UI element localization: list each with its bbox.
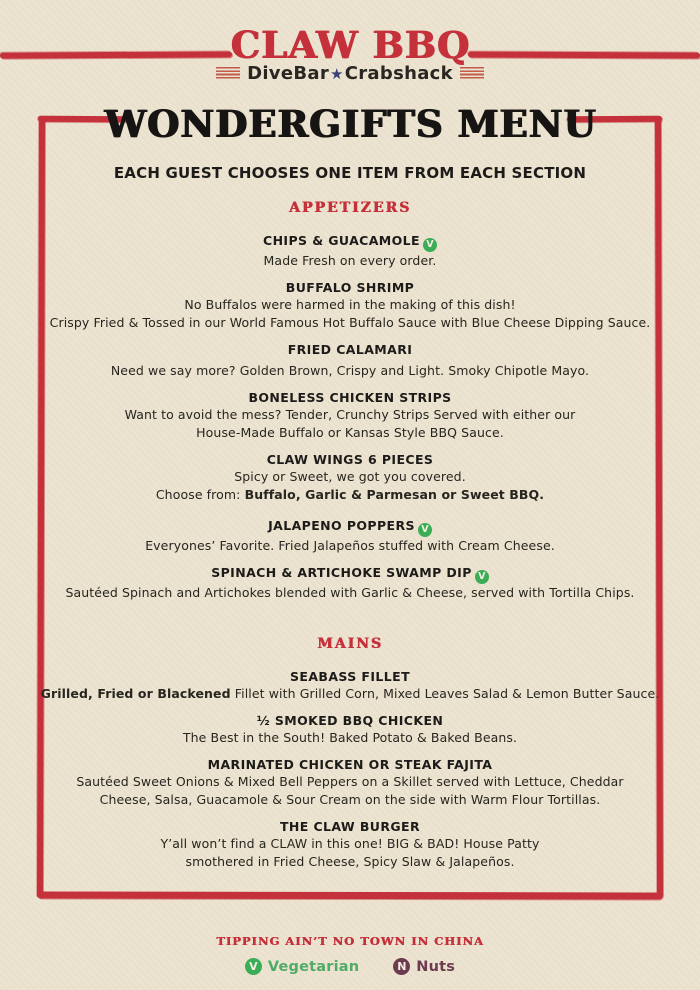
menu-item-desc [40, 486, 660, 504]
menu-item-buffalo-shrimp [40, 279, 660, 332]
menu-item-name: SEABASS FILLET [290, 669, 410, 684]
menu-item-fried-calamari [40, 341, 660, 380]
menu-item-desc: smothered in Fried Cheese, Spicy Slaw & Jalapeños. [185, 854, 515, 869]
menu-item-name: ½ SMOKED BBQ CHICKEN [256, 713, 444, 728]
menu-item-name: CLAW WINGS 6 PIECES [266, 452, 434, 467]
tagline-right: Crabshack [344, 63, 453, 84]
menu-item-desc: Want to avoid the mess? Tender, Crunchy Strips Served with either our [124, 407, 576, 422]
legend-vegetarian [245, 958, 359, 975]
menu-item-desc: Made Fresh on every order. [263, 253, 437, 268]
brand-logo: CLAW BBQ [230, 23, 470, 67]
menu-item-seabass-fillet [40, 668, 660, 703]
menu-body [40, 200, 660, 880]
menu-item-desc: No Buffalos were harmed in the making of this dish! [184, 297, 516, 312]
menu-item-chips-guacamole [40, 232, 660, 270]
menu-item-desc: Crispy Fried & Tossed in our World Famous Hot Buffalo Sauce with Blue Cheese Dipping Sauce. [49, 315, 651, 330]
nuts-icon: N [393, 958, 410, 975]
menu-item-name: BUFFALO SHRIMP [285, 280, 415, 295]
dietary-legend [0, 958, 700, 975]
menu-item-desc: Sautéed Spinach and Artichokes blended with Garlic & Cheese, served with Tortilla Chips. [65, 585, 635, 600]
menu-item-desc: Everyones’ Favorite. Fried Jalapeños stuffed with Cream Cheese. [145, 538, 555, 553]
vegetarian-icon: V [418, 523, 432, 537]
menu-item-desc: Y’all won’t find a CLAW in this one! BIG & BAD! House Patty [160, 836, 540, 851]
choose-from-label: Choose from: [155, 487, 245, 502]
menu-item-claw-burger [40, 818, 660, 871]
menu-item-desc: Cheese, Salsa, Guacamole & Sour Cream on the side with Warm Flour Tortillas. [99, 792, 601, 807]
menu-item-spinach-artichoke-dip [40, 564, 660, 602]
tagline-left: DiveBar [247, 63, 329, 84]
vegetarian-icon: V [475, 570, 489, 584]
section-mains [40, 668, 660, 871]
frame-bottom-edge [38, 891, 662, 899]
brand-tagline [0, 63, 700, 84]
menu-item-name: THE CLAW BURGER [280, 819, 420, 834]
menu-item-desc: Sautéed Sweet Onions & Mixed Bell Peppers on a Skillet served with Lettuce, Cheddar [76, 774, 624, 789]
menu-item-smoked-bbq-chicken [40, 712, 660, 747]
tagline-text [247, 63, 453, 84]
menu-item-name [40, 232, 660, 252]
menu-item-desc: House-Made Buffalo or Kansas Style BBQ Sauce. [196, 425, 504, 440]
choose-from-options: Buffalo, Garlic & Parmesan or Sweet BBQ. [244, 487, 545, 502]
legend-nuts [393, 958, 455, 975]
section-appetizers [40, 232, 660, 602]
legend-label-vegetarian: Vegetarian [267, 958, 360, 975]
menu-item-boneless-chicken-strips [40, 389, 660, 442]
preparation-options: Grilled, Fried or Blackened [40, 686, 231, 701]
menu-item-name: BONELESS CHICKEN STRIPS [248, 390, 452, 405]
menu-item-fajita [40, 756, 660, 809]
menu-item-name: MARINATED CHICKEN OR STEAK FAJITA [207, 757, 493, 772]
flag-stripes-icon [216, 67, 240, 80]
page-title: WONDERGIFTS MENU [103, 102, 597, 146]
menu-item-jalapeno-poppers [40, 517, 660, 555]
section-heading-mains: MAINS [317, 636, 383, 652]
menu-item-desc: Need we say more? Golden Brown, Crispy and Light. Smoky Chipotle Mayo. [110, 363, 590, 378]
section-heading-appetizers: APPETIZERS [288, 200, 412, 216]
star-icon: ★ [330, 64, 344, 83]
item-title: JALAPENO POPPERS [268, 518, 415, 533]
flag-stripes-icon [460, 67, 484, 80]
menu-item-name [40, 564, 660, 584]
menu-item-name: FRIED CALAMARI [287, 342, 413, 357]
item-title: CHIPS & GUACAMOLE [263, 233, 420, 248]
footer-note: TIPPING AIN’T NO TOWN IN CHINA [216, 934, 484, 948]
menu-item-claw-wings [40, 451, 660, 504]
page-subtitle: EACH GUEST CHOOSES ONE ITEM FROM EACH SECTION [113, 164, 587, 182]
item-title: SPINACH & ARTICHOKE SWAMP DIP [211, 565, 472, 580]
legend-label-nuts: Nuts [416, 958, 456, 975]
vegetarian-icon: V [423, 238, 437, 252]
vegetarian-icon: V [245, 958, 262, 975]
menu-item-desc: Spicy or Sweet, we got you covered. [234, 469, 466, 484]
menu-item-name [40, 517, 660, 537]
menu-item-desc [40, 685, 660, 703]
menu-item-desc: The Best in the South! Baked Potato & Baked Beans. [182, 730, 518, 745]
desc-rest: Fillet with Grilled Corn, Mixed Leaves Salad & Lemon Butter Sauce. [230, 686, 660, 701]
